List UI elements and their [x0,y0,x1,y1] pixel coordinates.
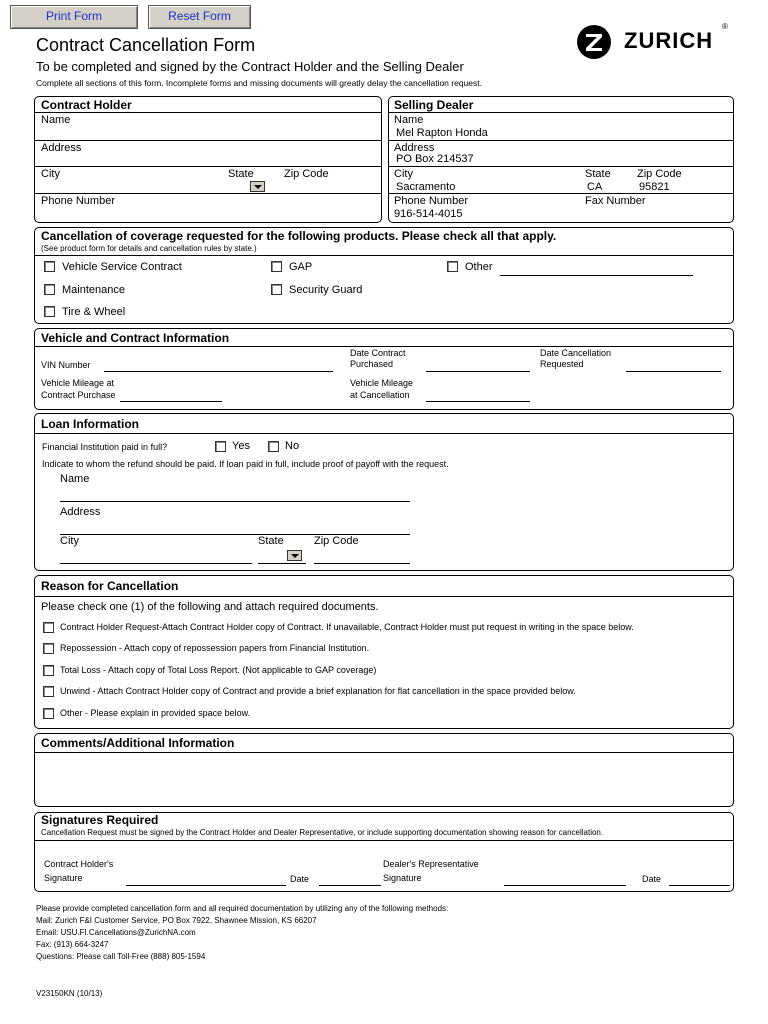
selling-dealer-title: Selling Dealer [394,98,474,112]
loan-zip-label: Zip Code [314,535,359,547]
signatures-title: Signatures Required [41,813,159,827]
reason-option-checkbox[interactable] [43,643,54,654]
dealer-signature-label-2: Signature [383,873,422,883]
dealer-state-input[interactable]: CA [587,181,603,193]
tire-wheel-checkbox[interactable] [44,306,55,317]
other-product-label: Other [465,261,493,273]
dealer-fax-label: Fax Number [585,195,646,207]
registered-mark: ® [722,22,728,31]
date-cancel-input[interactable] [626,371,721,372]
holder-address-label: Address [41,142,82,154]
maintenance-label: Maintenance [62,284,125,296]
holder-phone-label: Phone Number [41,195,115,207]
holder-name-input[interactable] [36,126,380,138]
dealer-state-label: State [585,168,611,180]
reason-option-checkbox[interactable] [43,665,54,676]
reason-option-checkbox[interactable] [43,686,54,697]
vehicle-title: Vehicle and Contract Information [41,331,230,345]
form-id: V23150KN (10/13) [36,989,103,998]
date-purchased-label-2: Purchased [350,359,394,369]
paid-no-checkbox[interactable] [268,441,279,452]
page-subtitle: To be completed and signed by the Contract Holder and the Selling Dealer [36,59,464,74]
dealer-zip-label: Zip Code [637,168,682,180]
mileage-cancel-label-1: Vehicle Mileage [350,378,414,388]
holder-address-input[interactable] [36,154,380,166]
reason-option-checkbox[interactable] [43,708,54,719]
signatures-note: Cancellation Request must be signed by the Contract Holder and Dealer Representative, or include supporting documentation showing reason for cancellation. [41,828,604,837]
dealer-zip-input[interactable]: 95821 [639,181,670,193]
holder-signature-input[interactable] [126,885,286,886]
reason-title: Reason for Cancellation [41,579,179,593]
comments-title: Comments/Additional Information [41,736,235,750]
holder-state-label: State [228,168,254,180]
reason-prompt: Please check one (1) of the following and attach required documents. [41,601,379,613]
contract-holder-title: Contract Holder [41,98,132,112]
reason-option-label: Total Loss - Attach copy of Total Loss Report. (Not applicable to GAP coverage) [60,665,377,675]
dealer-phone-label: Phone Number [394,195,468,207]
holder-date-label: Date [290,874,310,884]
reset-form-button[interactable]: Reset Form [148,5,251,29]
loan-title: Loan Information [41,417,139,431]
loan-city-label: City [60,535,79,547]
footer-line: Email: USU.FI.Cancellations@ZurichNA.com [36,928,196,937]
mileage-cancel-label-2: at Cancellation [350,390,410,400]
loan-state-label: State [258,535,284,547]
reason-option-label: Contract Holder Request-Attach Contract Holder copy of Contract. If unavailable, Contract Holder must put request in writing in the space below. [60,622,634,632]
reason-option-label: Other - Please explain in provided space below. [60,708,251,718]
mileage-purchase-label-1: Vehicle Mileage at [41,378,115,388]
vin-input[interactable] [104,371,333,372]
loan-address-label: Address [60,506,101,518]
holder-signature-label-2: Signature [44,873,83,883]
date-purchased-label-1: Date Contract [350,348,406,358]
dealer-name-input[interactable]: Mel Rapton Honda [396,127,488,139]
footer-line: Please provide completed cancellation form and all required documentation by utilizing any of the following methods: [36,904,449,913]
page-title: Contract Cancellation Form [36,35,256,55]
mileage-purchase-input[interactable] [120,401,222,402]
loan-name-label: Name [60,473,90,485]
loan-city-input[interactable] [60,563,252,564]
mileage-purchase-label-2: Contract Purchase [41,390,116,400]
reason-option-label: Repossession - Attach copy of repossession papers from Financial Institution. [60,643,370,653]
holder-name-label: Name [41,114,71,126]
comments-textarea[interactable] [36,754,732,804]
security-guard-checkbox[interactable] [271,284,282,295]
vsc-checkbox[interactable] [44,261,55,272]
footer-line: Mail: Zurich F&I Customer Service, PO Box 7922, Shawnee Mission, KS 66207 [36,916,317,925]
paid-no-label: No [285,440,300,452]
dealer-address-input[interactable]: PO Box 214537 [396,153,474,165]
paid-in-full-question: Financial Institution paid in full? [42,442,168,452]
dealer-city-label: City [394,168,413,180]
other-product-input[interactable] [500,275,693,276]
loan-state-dropdown[interactable] [287,550,302,561]
paid-yes-checkbox[interactable] [215,441,226,452]
holder-zip-label: Zip Code [284,168,329,180]
gap-label: GAP [289,261,313,273]
vsc-label: Vehicle Service Contract [62,261,182,273]
holder-city-label: City [41,168,60,180]
dealer-name-label: Name [394,114,424,126]
paid-yes-label: Yes [232,440,250,452]
footer-line: Fax: (913) 664-3247 [36,940,109,949]
gap-checkbox[interactable] [271,261,282,272]
footer-line: Questions: Please call Toll-Free (888) 805-1594 [36,952,206,961]
zurich-logo-icon [576,24,612,60]
other-product-checkbox[interactable] [447,261,458,272]
dealer-city-input[interactable]: Sacramento [396,181,456,193]
date-cancel-label-2: Requested [540,359,584,369]
holder-signature-label-1: Contract Holder's [44,859,114,869]
loan-section [34,413,734,571]
holder-date-input[interactable] [319,885,381,886]
refund-note: Indicate to whom the refund should be paid. If loan paid in full, include proof of payoff with the request. [42,459,449,469]
loan-name-input[interactable] [60,501,410,502]
vin-label: VIN Number [41,360,91,370]
coverage-note: (See product form for details and cancellation rules by state.) [41,244,257,253]
maintenance-checkbox[interactable] [44,284,55,295]
form-instructions: Complete all sections of this form. Incomplete forms and missing documents will greatly delay the cancellation request. [36,78,482,88]
dealer-address-label: Address [394,142,435,154]
print-form-button[interactable]: Print Form [10,5,138,29]
security-guard-label: Security Guard [289,284,363,296]
dealer-date-input[interactable] [669,885,730,886]
dealer-signature-label-1: Dealer's Representative [383,859,479,869]
reason-option-label: Unwind - Attach Contract Holder copy of Contract and provide a brief explanation for flat cancellation in the space provided below. [60,686,576,696]
date-cancel-label-1: Date Cancellation [540,348,612,358]
dealer-phone-input[interactable]: 916-514-4015 [394,208,463,220]
coverage-title: Cancellation of coverage requested for the following products. Please check all that apply. [41,229,557,243]
brand-name: ZURICH [624,28,714,53]
dealer-date-label: Date [642,874,662,884]
date-purchased-input[interactable] [426,371,530,372]
loan-zip-input[interactable] [314,563,410,564]
reason-option-checkbox[interactable] [43,622,54,633]
tire-wheel-label: Tire & Wheel [62,306,126,318]
holder-state-dropdown[interactable] [250,181,265,192]
mileage-cancel-input[interactable] [426,401,530,402]
dealer-signature-input[interactable] [504,885,626,886]
